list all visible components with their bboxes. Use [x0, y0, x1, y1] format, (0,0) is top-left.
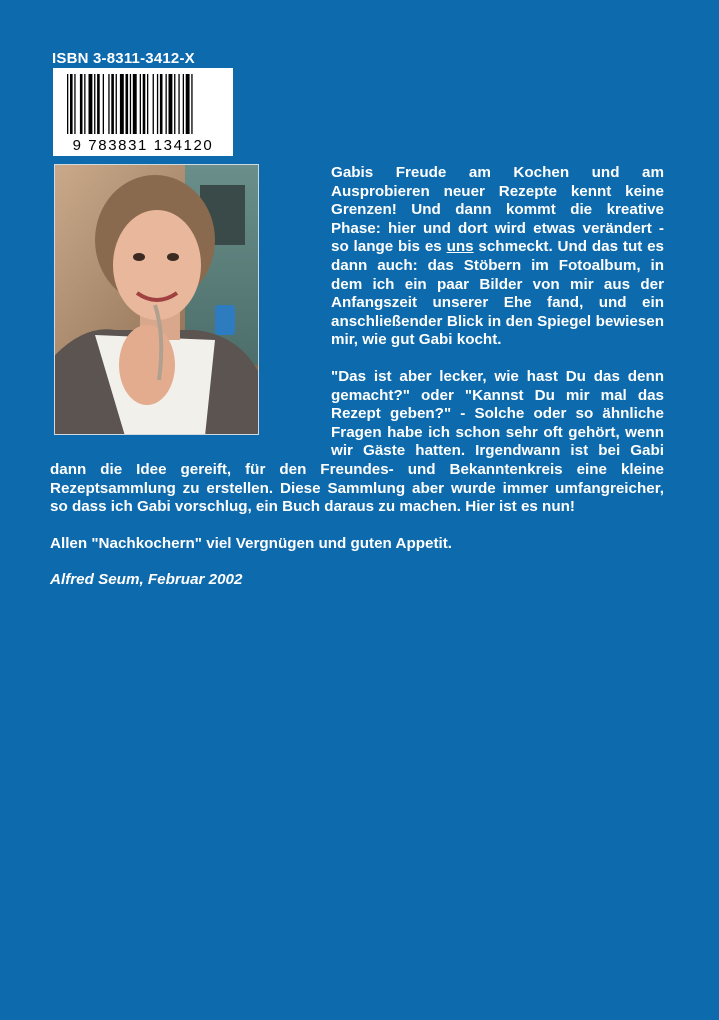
barcode-digits: 9 783831 134120 — [72, 137, 214, 154]
paragraph-questions: "Das ist aber lecker, wie hast Du das denn gemacht?" oder "Kannst Du mir mal das Rezept geben?" - Solche oder so ähnliche Fragen habe ich schon sehr oft gehört, wenn wir Gäste hatten. Irgendwann ist bei Gabi dann die Idee gereift, für den Freundes- und Bekanntenkreis eine kleine Rezeptsammlung zu erstellen. Diese Sammlung aber wurde immer umfangreicher, so dass ich Gabi vorschlug, ein Buch daraus zu machen. Hier ist es nun! — [50, 367, 664, 516]
photo-spacer — [50, 164, 331, 444]
barcode — [53, 68, 233, 156]
back-cover-text — [50, 164, 664, 608]
isbn-label: ISBN 3-8311-3412-X — [52, 50, 195, 67]
paragraph-wishes: Allen "Nachkochern" viel Vergnügen und guten Appetit. — [50, 534, 453, 552]
paragraph-intro-part1: Gabis Freude am Kochen und am Ausprobieren neuer Rezepte kennt keine Grenzen! Und dann kommt die kreative Phase: hier und dort wird etwas verändert - so lange bis es — [331, 164, 664, 256]
paragraph-intro-part2: schmeckt. Und das tut es dann auch: das Stöbern im Fotoalbum, in dem ich ein paar Bilder von mir aus der Anfangszeit unserer Ehe fand, und ein anschließender Blick in den Spiegel bewiesen mir, wie gut Gabi kocht. — [331, 238, 665, 349]
paragraph-intro-underlined: uns — [446, 238, 474, 256]
signature: Alfred Seum, Februar 2002 — [50, 571, 243, 589]
barcode-bars — [53, 68, 233, 138]
